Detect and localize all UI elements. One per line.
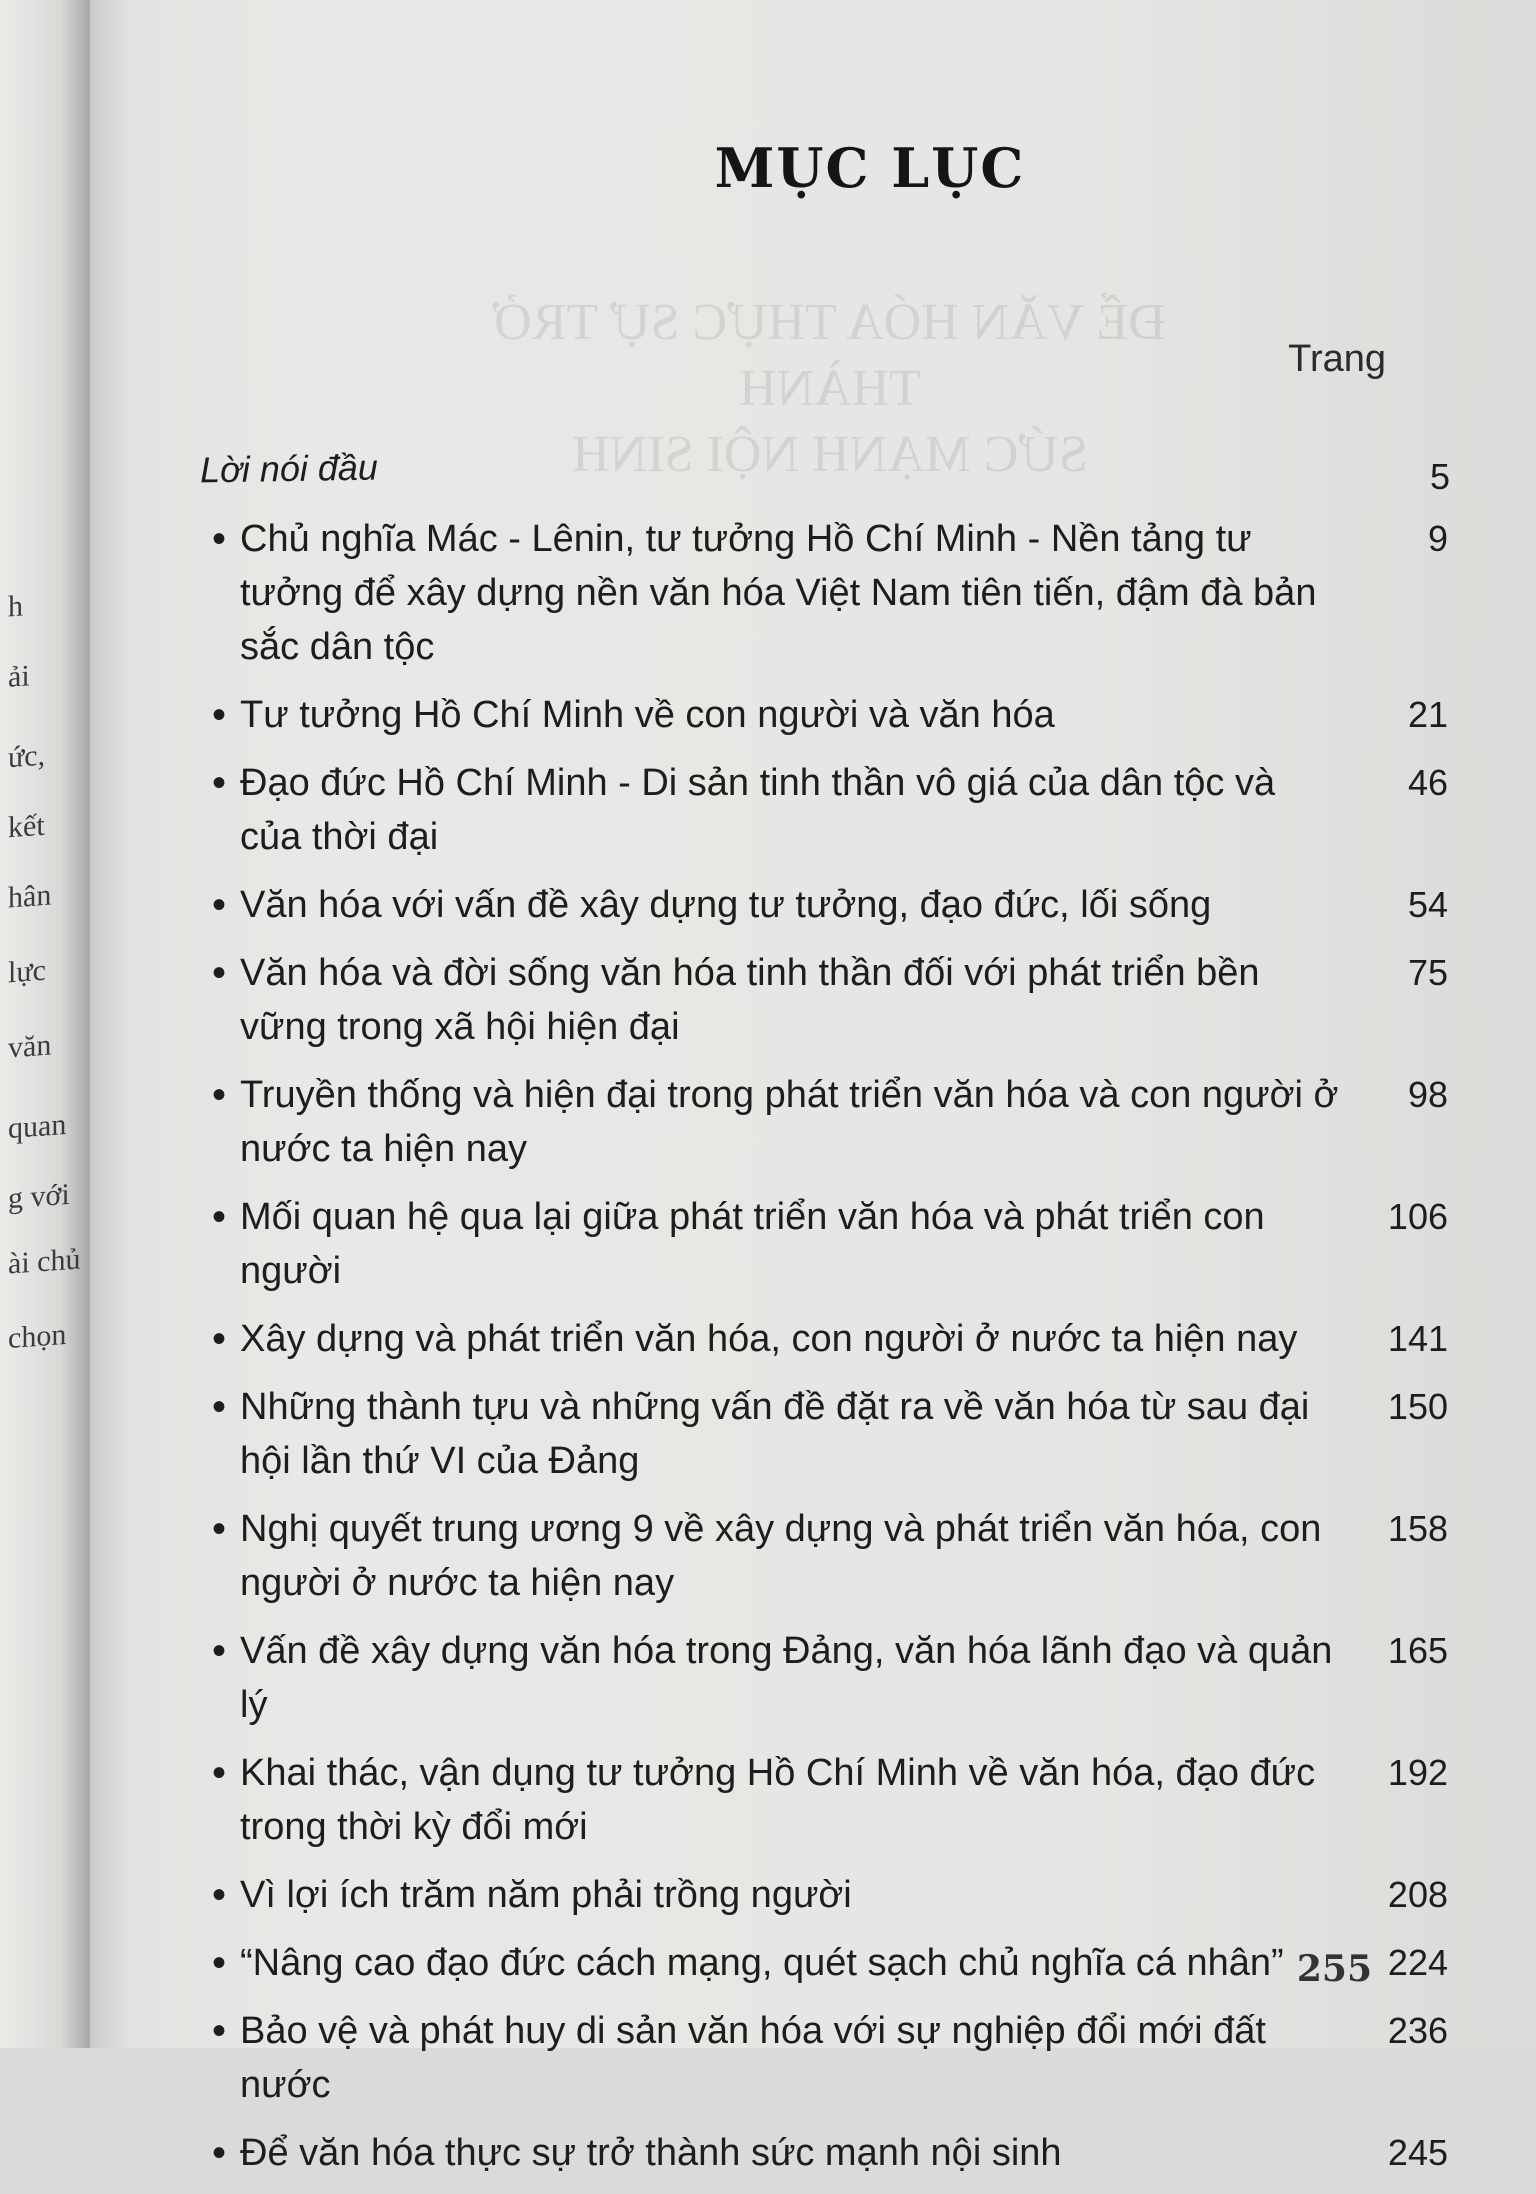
toc-entry (208, 1746, 1448, 1854)
toc-entry-title: Vì lợi ích trăm năm phải trồng người (240, 1874, 852, 1916)
toc-entry (208, 946, 1448, 1054)
book-page (90, 0, 1536, 2175)
toc-entry (208, 1312, 1448, 1366)
toc-entry-page: 158 (1387, 1508, 1448, 1549)
toc-entry (208, 1502, 1448, 1610)
toc-entry-title: Bảo vệ và phát huy di sản văn hóa với sự nghiệp đổi mới đất nước (240, 2010, 1266, 2106)
toc-entry-page: 98 (1407, 1074, 1448, 1115)
toc-entry-title: Khai thác, vận dụng tư tưởng Hồ Chí Minh về văn hóa, đạo đức trong thời kỳ đổi mới (240, 1752, 1316, 1848)
toc-entry-page: 192 (1387, 1752, 1448, 1793)
page-title: MỤC LỤC (714, 136, 1026, 200)
toc-entry-title: Tư tưởng Hồ Chí Minh về con người và văn hóa (240, 694, 1055, 736)
toc-entry-title: Chủ nghĩa Mác - Lênin, tư tưởng Hồ Chí Minh - Nền tảng tư tưởng để xây dựng nền văn hóa Việt Nam tiên tiến, đậm đà bản sắc dân tộc (240, 518, 1317, 668)
toc-entry (208, 1068, 1448, 1176)
toc-entry (208, 1624, 1448, 1732)
bullet-icon: • (212, 2009, 227, 2053)
toc-entry-page: 150 (1387, 1386, 1448, 1427)
bullet-icon: • (212, 517, 227, 561)
bleed-word: chọn (8, 1317, 67, 1356)
show-through-line: ĐỂ VĂN HÓA THỰC SỰ TRỞ THÀNH (494, 294, 1166, 417)
bleed-word: kết (8, 808, 45, 845)
toc-entry-title: Văn hóa với vấn đề xây dựng tư tưởng, đạo đức, lối sống (240, 884, 1212, 926)
toc-entry-title: Đạo đức Hồ Chí Minh - Di sản tinh thần vô giá của dân tộc và của thời đại (240, 762, 1276, 858)
bleed-word: ải (8, 659, 30, 694)
bleed-word: quan (8, 1107, 67, 1146)
toc-entry-title: “Nâng cao đạo đức cách mạng, quét sạch chủ nghĩa cá nhân” (240, 1942, 1284, 1984)
toc-entry-title: Vấn đề xây dựng văn hóa trong Đảng, văn hóa lãnh đạo và quản lý (240, 1630, 1333, 1726)
toc-entry-page: 224 (1387, 1942, 1448, 1983)
bullet-icon: • (212, 1073, 227, 1117)
bleed-word: lực (8, 953, 46, 990)
toc-intro-page: 5 (1429, 456, 1450, 497)
bleed-word: h (8, 589, 23, 624)
bleed-word: ài chủ (8, 1242, 81, 1281)
bullet-icon: • (212, 761, 227, 805)
toc-entry (208, 756, 1448, 864)
bullet-icon: • (212, 1941, 227, 1985)
bleed-word: g với (8, 1177, 70, 1216)
bleed-word: hân (8, 878, 52, 915)
show-through-line: SỨC MẠNH NỘI SINH (572, 426, 1088, 483)
bullet-icon: • (212, 1751, 227, 1795)
toc-entry (208, 688, 1448, 742)
toc-entry-page: 46 (1407, 762, 1448, 803)
bullet-icon: • (212, 693, 227, 737)
toc-entry (208, 1936, 1448, 1990)
toc-entry-page: 21 (1407, 694, 1448, 735)
toc-entry (208, 512, 1448, 674)
bullet-icon: • (212, 951, 227, 995)
bullet-icon: • (212, 1507, 227, 1551)
toc-entry-page: 54 (1407, 884, 1448, 925)
toc-entry-title: Nghị quyết trung ương 9 về xây dựng và phát triển văn hóa, con người ở nước ta hiện nay (240, 1508, 1322, 1604)
toc-entry-page: 9 (1427, 518, 1448, 559)
toc-entry-page: 236 (1387, 2010, 1448, 2051)
toc-intro (199, 446, 1450, 497)
bullet-icon: • (212, 883, 227, 927)
toc-entry-title: Những thành tựu và những vấn đề đặt ra về văn hóa từ sau đại hội lần thứ VI của Đảng (240, 1386, 1310, 1482)
toc-entry-page: 245 (1387, 2132, 1448, 2173)
toc-entry (208, 2004, 1448, 2112)
toc-entry (208, 878, 1448, 932)
bleed-word: ức, (8, 738, 46, 775)
bullet-icon: • (212, 1317, 227, 1361)
toc-entry (208, 2126, 1448, 2180)
toc-entry-title: Xây dựng và phát triển văn hóa, con người ở nước ta hiện nay (240, 1318, 1298, 1360)
toc-entry-page: 165 (1387, 1630, 1448, 1671)
page-column-label: Trang (1288, 338, 1386, 380)
toc-entry-page: 141 (1387, 1318, 1448, 1359)
toc-list (208, 512, 1448, 2194)
page-number: 255 (1296, 1948, 1372, 1990)
toc-entry-title: Truyền thống và hiện đại trong phát triển văn hóa và con người ở nước ta hiện nay (240, 1074, 1339, 1170)
bullet-icon: • (212, 1629, 227, 1673)
toc-entry (208, 1380, 1448, 1488)
toc-entry-title: Để văn hóa thực sự trở thành sức mạnh nội sinh (240, 2132, 1062, 2174)
toc-entry (208, 1190, 1448, 1298)
toc-entry-title: Văn hóa và đời sống văn hóa tinh thần đối với phát triển bền vững trong xã hội hiện đại (240, 952, 1260, 1048)
toc-entry-page: 208 (1387, 1874, 1448, 1915)
toc-entry-page: 75 (1407, 952, 1448, 993)
bleed-word: văn (8, 1028, 52, 1065)
toc-intro-title: Lời nói đầu (199, 446, 379, 491)
bullet-icon: • (212, 2131, 227, 2175)
bullet-icon: • (212, 1195, 227, 1239)
bullet-icon: • (212, 1385, 227, 1429)
adjacent-page-edge (0, 0, 90, 2048)
toc-entry-page: 106 (1387, 1196, 1448, 1237)
toc-entry-title: Mối quan hệ qua lại giữa phát triển văn hóa và phát triển con người (240, 1196, 1265, 1292)
toc-entry (208, 1868, 1448, 1922)
bullet-icon: • (212, 1873, 227, 1917)
